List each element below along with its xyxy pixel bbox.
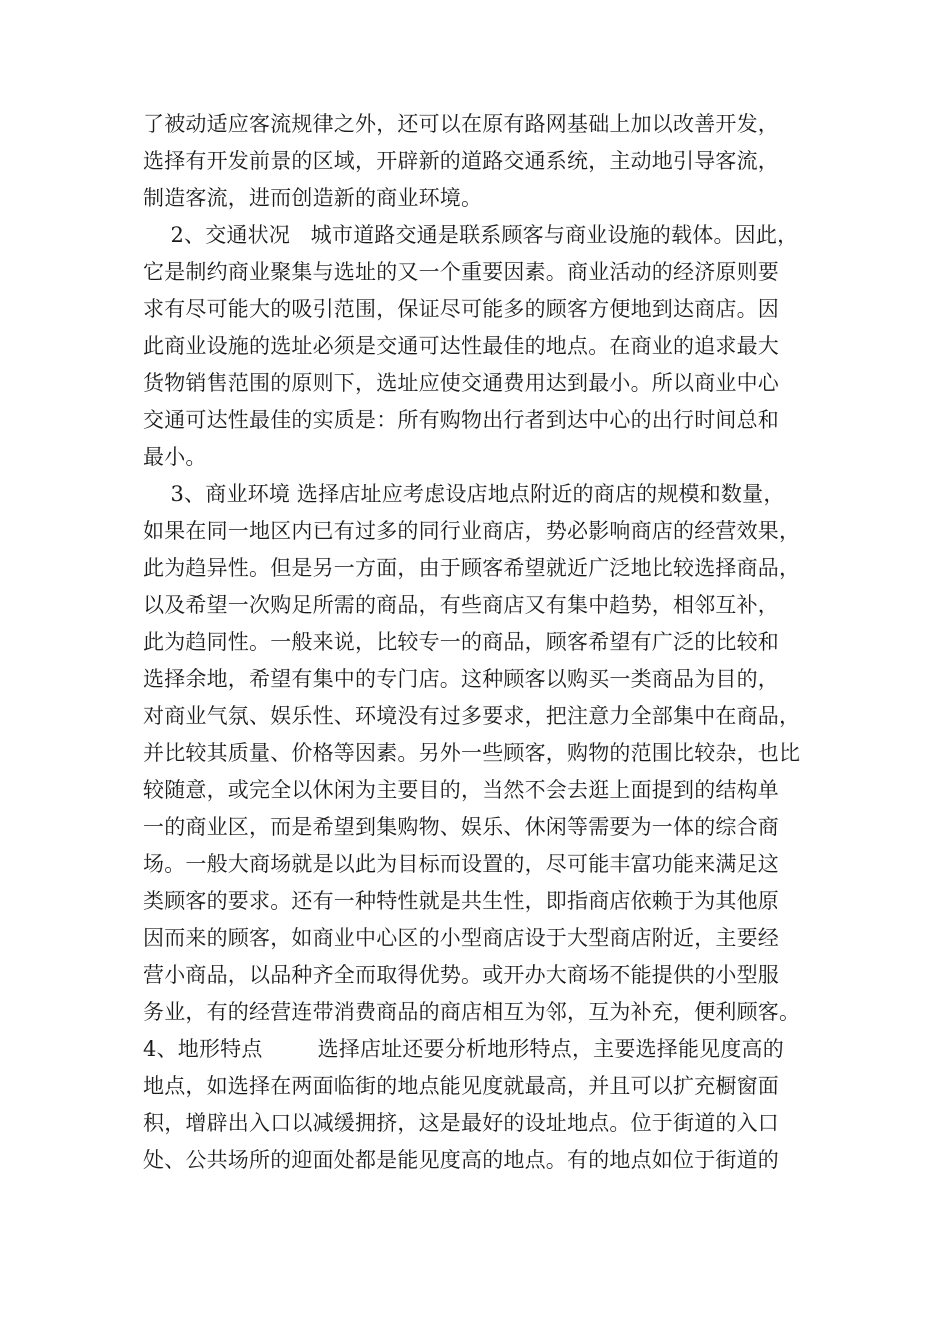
text-line: 此为趋同性。一般来说，比较专一的商品，顾客希望有广泛的比较和 <box>143 630 779 654</box>
text-line: 货物销售范围的原则下，选址应使交通费用达到最小。所以商业中心 <box>143 371 779 395</box>
text-line: 选择有开发前景的区域，开辟新的道路交通系统，主动地引导客流， <box>143 149 779 173</box>
section-heading-terrain: 4、地形特点 选择店址还要分析地形特点，主要选择能见度高的 <box>143 1037 784 1061</box>
text-line: 了被动适应客流规律之外，还可以在原有路网基础上加以改善开发， <box>143 112 779 136</box>
text-line: 并比较其质量、价格等因素。另外一些顾客，购物的范围比较杂，也比 <box>143 741 801 765</box>
text-line: 此为趋异性。但是另一方面，由于顾客希望就近广泛地比较选择商品， <box>143 556 801 580</box>
text-line: 营小商品，以品种齐全而取得优势。或开办大商场不能提供的小型服 <box>143 963 779 987</box>
text-line: 务业，有的经营连带消费商品的商店相互为邻，互为补充，便利顾客。 <box>143 1000 801 1024</box>
text-line: 最小。 <box>143 445 207 469</box>
text-line: 以及希望一次购足所需的商品，有些商店又有集中趋势，相邻互补， <box>143 593 779 617</box>
text-line: 它是制约商业聚集与选址的又一个重要因素。商业活动的经济原则要 <box>143 260 779 284</box>
text-line: 求有尽可能大的吸引范围，保证尽可能多的顾客方便地到达商店。因 <box>143 297 779 321</box>
text-line: 处、公共场所的迎面处都是能见度高的地点。有的地点如位于街道的 <box>143 1148 779 1172</box>
text-line: 交通可达性最佳的实质是：所有购物出行者到达中心的出行时间总和 <box>143 408 779 432</box>
text-line: 类顾客的要求。还有一种特性就是共生性，即指商店依赖于为其他原 <box>143 889 779 913</box>
text-line: 较随意，或完全以休闲为主要目的，当然不会去逛上面提到的结构单 <box>143 778 779 802</box>
text-line: 场。一般大商场就是以此为目标而设置的，尽可能丰富功能来满足这 <box>143 852 779 876</box>
text-line: 一的商业区，而是希望到集购物、娱乐、休闲等需要为一体的综合商 <box>143 815 779 839</box>
text-line: 积，增辟出入口以减缓拥挤，这是最好的设址地点。位于街道的入口 <box>143 1111 779 1135</box>
text-line: 地点，如选择在两面临街的地点能见度就最高，并且可以扩充橱窗面 <box>143 1074 779 1098</box>
text-line: 如果在同一地区内已有过多的同行业商店，势必影响商店的经营效果， <box>143 519 801 543</box>
text-line: 因而来的顾客，如商业中心区的小型商店设于大型商店附近，主要经 <box>143 926 779 950</box>
text-line: 此商业设施的选址必须是交通可达性最佳的地点。在商业的追求最大 <box>143 334 779 358</box>
text-line: 制造客流，进而创造新的商业环境。 <box>143 186 483 210</box>
text-line: 选择余地，希望有集中的专门店。这种顾客以购买一类商品为目的， <box>143 667 779 691</box>
section-heading-traffic: 2、交通状况 城市道路交通是联系顾客与商业设施的载体。因此， <box>143 223 799 247</box>
section-heading-environment: 3、商业环境 选择店址应考虑设店地点附近的商店的规模和数量， <box>143 482 785 506</box>
text-line: 对商业气氛、娱乐性、环境没有过多要求，把注意力全部集中在商品， <box>143 704 801 728</box>
body-text <box>143 106 823 1179</box>
